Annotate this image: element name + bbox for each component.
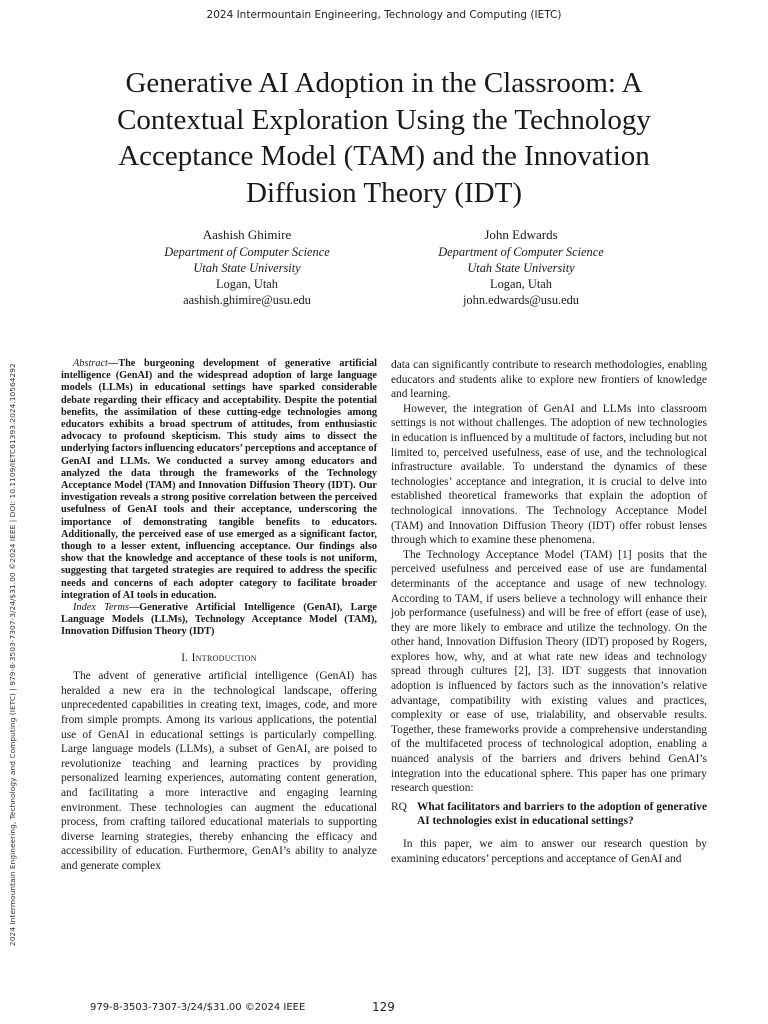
right-column: [391, 358, 707, 866]
footer-isbn: 979-8-3503-7307-3/24/$31.00 ©2024 IEEE: [90, 1002, 306, 1013]
author-name: John Edwards: [484, 227, 558, 242]
index-terms-text: —Generative Artificial Intelligence (GenAI), Large Language Models (LLMs), Technology Acceptance Model (TAM), Innovation Diffusion Theory (IDT): [61, 602, 377, 638]
abstract-text: —The burgeoning development of generative artificial intelligence (GenAI) and the widespread adoption of large language models (LLMs) in educational settings have sparked considerable debate regarding their efficacy and acceptability. Despite the potential benefits, the assimilation of these cutting-edge technologies among educators exhibits a broad spectrum of attitudes, from enthusiastic advocacy to profound skepticism. This study aims to dissect the underlying factors influencing educators’ perceptions and acceptance of GenAI and LLMs. We conducted a survey among educators and analyzed the data through the frameworks of the Technology Acceptance Model (TAM) and Innovation Diffusion Theory (IDT). Our investigation reveals a strong positive correlation between the perceived usefulness of GenAI tools and their acceptance, underscoring the importance of demonstrating tangible benefits to educators. Additionally, the perceived ease of use emerged as a significant factor, though to a lesser extent, influencing acceptance. Our findings also show that the knowledge and acceptance of these tools is not uniform, suggesting that targeted strategies are required to address the specific needs and concerns of each adopter category to facilitate broader integration of AI tools in education.: [61, 358, 377, 601]
author-email: aashish.ghimire@usu.edu: [183, 293, 311, 307]
section-title: Introduction: [191, 651, 257, 664]
author-location: Logan, Utah: [490, 277, 552, 291]
body-paragraph: In this paper, we aim to answer our research question by examining educators’ perceptions and acceptance of GenAI and: [391, 838, 707, 865]
author-university: Utah State University: [193, 261, 301, 275]
left-column: [61, 358, 377, 874]
index-terms-label: Index Terms: [73, 602, 129, 614]
side-doi-strip: [8, 294, 18, 946]
index-terms: [61, 602, 377, 639]
conference-header: 2024 Intermountain Engineering, Technology and Computing (IETC): [206, 9, 562, 21]
research-question: [391, 800, 707, 829]
author-location: Logan, Utah: [216, 277, 278, 291]
author-university: Utah State University: [467, 261, 575, 275]
intro-paragraph: The advent of generative artificial intelligence (GenAI) has heralded a new era in the technological landscape, offering unprecedented capabilities in creating text, images, code, and more from simple prompts. Among its various applications, the potential use of GenAI in educational settings is particularly compelling. Large language models (LLMs), a subset of GenAI, are poised to revolutionize teaching and learning practices by providing personalized learning experiences, automating content generation, and facilitating a more interactive and engaging learning environment. These technologies can augment the educational process, from crafting tailored educational materials to supporting diverse learning strategies, thereby enhancing the efficacy and accessibility of education. Furthermore, GenAI’s ability to analyze and generate complex: [61, 670, 377, 872]
side-doi-text: 2024 Intermountain Engineering, Technology and Computing (IETC) | 979-8-3503-7307-3/24/$31.00 ©2024 IEEE | DOI: 10.1109/IETC61393.2024.10564292: [8, 363, 17, 946]
author-name: Aashish Ghimire: [202, 227, 292, 242]
rq-label: RQ: [391, 800, 407, 813]
section-number: I.: [181, 651, 189, 664]
section-heading: [61, 651, 377, 666]
paper-title: Generative AI Adoption in the Classroom: A Contextual Exploration Using the Technology Acceptance Model (TAM) and the Innovation Diffusion Theory (IDT): [117, 67, 651, 209]
author-block-2: [396, 227, 646, 308]
abstract: [61, 358, 377, 602]
rq-text: What facilitators and barriers to the adoption of generative AI technologies exist in educational settings?: [417, 800, 707, 828]
body-paragraph: data can significantly contribute to research methodologies, enabling educators and students alike to explore new frontiers of knowledge and learning.: [391, 359, 707, 401]
author-email: john.edwards@usu.edu: [462, 293, 580, 307]
body-paragraph: The Technology Acceptance Model (TAM) [1] posits that the perceived usefulness and perceived ease of use are fundamental determinants of the acceptance and usage of new technology. According to TAM, if users believe a technology will enhance their job performance (usefulness) and will be free of effort (ease of use), they are more likely to embrace and utilize the technology. On the other hand, Innovation Diffusion Theory (IDT) proposed by Rogers, explores how, why, and at what rate new ideas and technology spread through cultures [2], [3]. IDT suggests that innovation adoption is influenced by factors such as the innovation’s relative advantage, compatibility with existing values and practices, complexity or ease of use, trialability, and observable results. Together, these frameworks provide a comprehensive understanding of the multifaceted process of technological adoption, enabling a nuanced analysis of the barriers and drivers behind GenAI’s integration into the educational sphere. This paper has one primary research question:: [391, 548, 707, 795]
abstract-label: Abstract: [73, 358, 108, 369]
body-paragraph: However, the integration of GenAI and LLMs into classroom settings is not without challenges. The adoption of new technologies in education is influenced by a multitude of factors, including but not limited to, perceived usefulness, ease of use, and the technological infrastructure available. To understand the dynamics of these technologies’ acceptance and integration, it is crucial to delve into established theoretical frameworks that explain the adoption of technological innovations. The Technology Acceptance Model (TAM) and Innovation Diffusion Theory (IDT) offer robust lenses through which to examine these phenomena.: [391, 402, 707, 547]
author-block-1: [122, 227, 372, 308]
page-number: 129: [372, 1000, 395, 1014]
author-department: Department of Computer Science: [164, 245, 330, 259]
author-department: Department of Computer Science: [438, 245, 604, 259]
